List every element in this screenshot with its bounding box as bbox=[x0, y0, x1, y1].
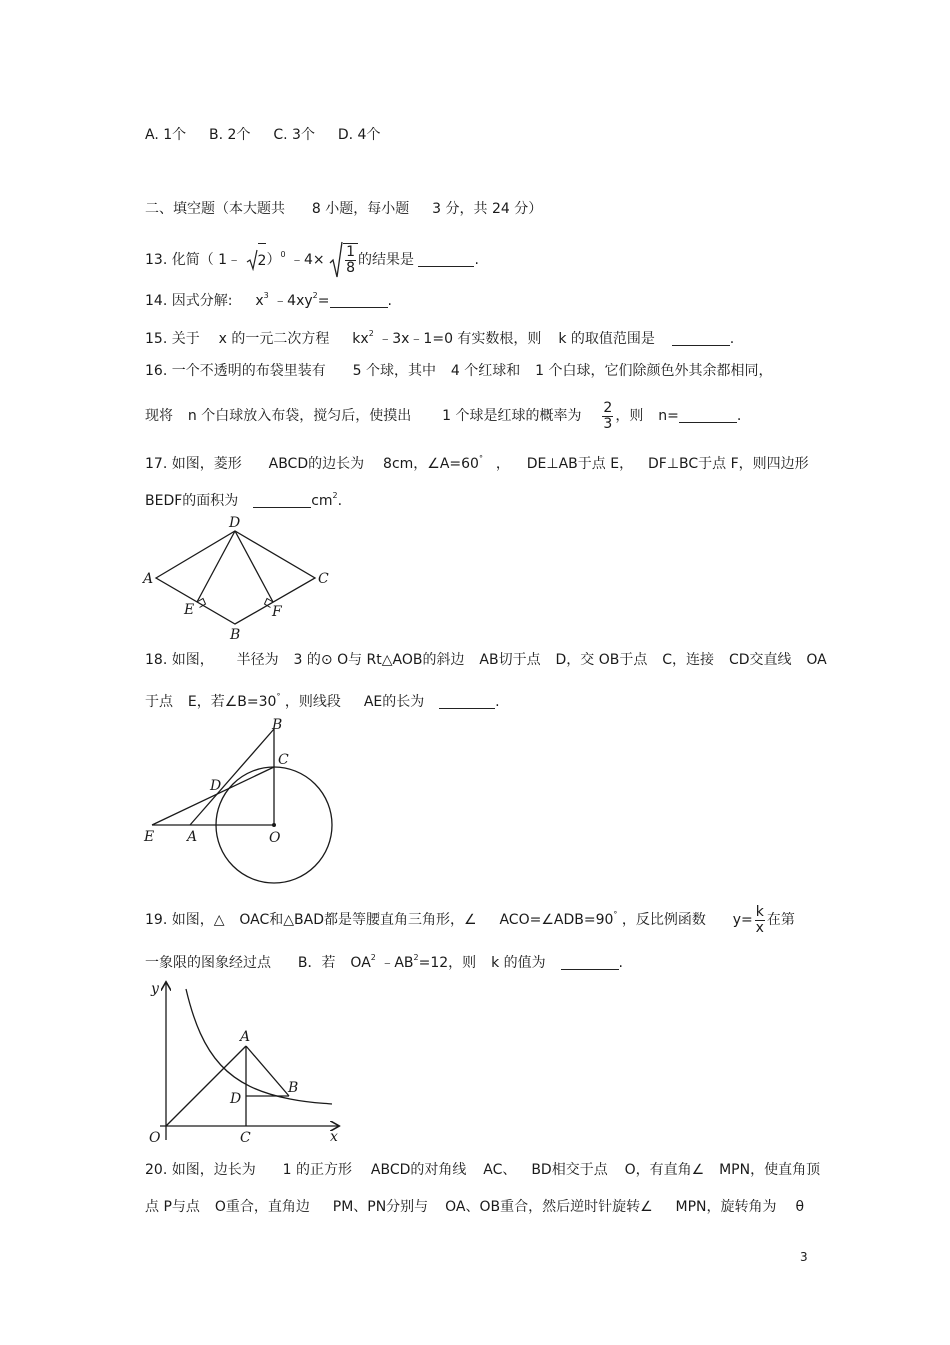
question-19-line1 bbox=[145, 898, 795, 937]
rhombus-figure bbox=[140, 512, 340, 642]
option-d: D. 4个 bbox=[337, 127, 381, 143]
label-b: B bbox=[288, 1080, 299, 1096]
question-20-line1 bbox=[145, 1160, 820, 1180]
question-18-line2 bbox=[145, 687, 500, 712]
segment-oa bbox=[166, 1046, 246, 1126]
center-point-o bbox=[272, 823, 276, 827]
q19-text: k 的值为 bbox=[491, 955, 546, 971]
heading-part: 二、填空题（本大题共 bbox=[145, 201, 285, 217]
q16-text: ，则 bbox=[615, 408, 644, 424]
label-a: A bbox=[143, 571, 154, 587]
q15-expr: kx bbox=[352, 331, 369, 347]
q13-text: 的结果是 bbox=[358, 252, 415, 268]
q20-text: MPN，旋转角为 bbox=[675, 1199, 777, 1215]
degree-sign: ° bbox=[276, 692, 281, 701]
q18-text: ，则线段 bbox=[284, 694, 341, 710]
question-19-line2 bbox=[145, 948, 623, 973]
q17-text: DF⊥BC于点 F，则四边形 bbox=[647, 456, 809, 472]
q19-text: B．若 bbox=[297, 955, 336, 971]
sqrt-fraction bbox=[329, 241, 358, 279]
q16-text: n= bbox=[658, 408, 679, 424]
option-c: C. 3个 bbox=[273, 127, 315, 143]
label-o: O bbox=[269, 830, 281, 846]
q18-text: AB切于点 bbox=[479, 652, 541, 668]
radical-sign-icon bbox=[329, 241, 343, 279]
label-c: C bbox=[318, 571, 329, 587]
q19-text: 一象限的图象经过点 bbox=[145, 955, 271, 971]
question-16-line2 bbox=[145, 398, 741, 434]
q16-text: 1 个白球，它们除颜色外其余都相同， bbox=[535, 363, 773, 379]
label-b: B bbox=[230, 627, 241, 642]
question-17-line1 bbox=[145, 449, 809, 474]
q18-text: OA bbox=[806, 652, 827, 668]
question-17-line2 bbox=[145, 486, 342, 511]
equals-sign: = bbox=[317, 293, 330, 309]
q19-text: 19. 如图，△ bbox=[145, 912, 225, 928]
q17-text: DE⊥AB于点 E， bbox=[526, 456, 634, 472]
q17-text: ， bbox=[495, 456, 510, 472]
q19-text: =12，则 bbox=[418, 955, 477, 971]
period: . bbox=[337, 493, 343, 509]
period: . bbox=[474, 252, 479, 268]
label-d: D bbox=[230, 1091, 242, 1107]
segment-ab bbox=[246, 1046, 289, 1096]
degree-sign: ° bbox=[613, 910, 618, 919]
q16-text: 5 个球，其中 bbox=[352, 363, 436, 379]
q20-text: MPN，使直角顶 bbox=[719, 1162, 821, 1178]
question-18-line1 bbox=[145, 650, 827, 670]
q19-expr: ﹣AB bbox=[380, 955, 414, 971]
denominator: 8 bbox=[346, 260, 356, 276]
q13-text: ﹣4× bbox=[290, 252, 325, 268]
fraction bbox=[602, 401, 613, 432]
q13-paren: ） bbox=[266, 252, 281, 268]
segment-ab bbox=[190, 729, 274, 825]
numerator: 1 bbox=[346, 244, 356, 260]
exponent: 2 bbox=[332, 491, 338, 500]
q18-text: CD交直线 bbox=[728, 652, 792, 668]
q20-text: 20. 如图，边长为 bbox=[145, 1162, 256, 1178]
label-a: A bbox=[187, 829, 198, 845]
numerator: 2 bbox=[603, 399, 613, 416]
answer-blank[interactable] bbox=[253, 493, 311, 508]
q20-text: 1 的正方形 bbox=[282, 1162, 352, 1178]
q18-text: 3 的⊙ O与 Rt△AOB的斜边 bbox=[293, 652, 465, 668]
q19-expr: OA bbox=[350, 955, 371, 971]
q17-text: 8cm，∠A=60 bbox=[383, 456, 479, 472]
period: . bbox=[495, 694, 500, 710]
question-20-line2 bbox=[145, 1197, 804, 1217]
q20-text: O，有直角∠ bbox=[624, 1162, 705, 1178]
label-o: O bbox=[149, 1130, 161, 1146]
q15-text: ﹣3x﹣1=0 有实数根，则 bbox=[378, 331, 542, 347]
q18-text: D，交 OB于点 bbox=[555, 652, 648, 668]
label-c: C bbox=[278, 752, 289, 768]
hyperbola-figure bbox=[140, 975, 350, 1150]
q18-text: 半径为 bbox=[236, 652, 279, 668]
heading-part: 3 分，共 24 分） bbox=[432, 201, 543, 217]
question-13 bbox=[145, 238, 479, 279]
q17-text: BEDF的面积为 bbox=[145, 493, 239, 509]
answer-blank[interactable] bbox=[439, 694, 495, 709]
answer-blank[interactable] bbox=[679, 408, 737, 423]
rhombus-outline bbox=[156, 531, 315, 624]
exponent: 2 bbox=[370, 953, 376, 962]
circle-tangent-figure bbox=[140, 712, 340, 887]
radical-sign-icon bbox=[246, 249, 258, 271]
q16-text: 4 个红球和 bbox=[450, 363, 521, 379]
q18-text: 于点 bbox=[145, 694, 173, 710]
q20-text: 点 P与点 bbox=[145, 1199, 200, 1215]
question-14 bbox=[145, 286, 392, 311]
label-y: y bbox=[151, 981, 159, 997]
fraction bbox=[755, 905, 765, 936]
q15-text: x 的一元二次方程 bbox=[218, 331, 330, 347]
q14-expr: ﹣4xy bbox=[273, 293, 313, 309]
label-b: B bbox=[272, 717, 283, 733]
label-e: E bbox=[184, 602, 195, 618]
label-f: F bbox=[272, 604, 282, 620]
q20-text: AC、 bbox=[483, 1162, 517, 1178]
answer-blank[interactable] bbox=[418, 252, 474, 267]
q17-text: 17. 如图，菱形 bbox=[145, 456, 242, 472]
q15-text: 15. 关于 bbox=[145, 331, 200, 347]
segment-ec bbox=[152, 767, 274, 825]
q18-text: AE的长为 bbox=[363, 694, 425, 710]
q12-options bbox=[145, 125, 380, 145]
page-number: 3 bbox=[800, 1250, 808, 1264]
period: . bbox=[387, 293, 392, 309]
label-x: x bbox=[330, 1129, 338, 1145]
period: . bbox=[729, 331, 735, 347]
label-d: D bbox=[229, 515, 241, 531]
label-a: A bbox=[240, 1029, 251, 1045]
exponent: 0 bbox=[280, 250, 286, 259]
q19-text: ACO=∠ADB=90 bbox=[499, 912, 614, 928]
q20-text: BD相交于点 bbox=[531, 1162, 608, 1178]
unit: cm bbox=[311, 493, 333, 509]
q16-text: n 个白球放入布袋，搅匀后，使摸出 bbox=[187, 408, 412, 424]
exponent: 2 bbox=[312, 291, 318, 300]
q18-text: E，若∠B=30 bbox=[187, 694, 277, 710]
label-e: E bbox=[144, 829, 155, 845]
q20-text: OA、OB重合，然后逆时针旋转∠ bbox=[445, 1199, 653, 1215]
option-b: B. 2个 bbox=[209, 127, 251, 143]
exponent: 3 bbox=[263, 291, 269, 300]
hyperbola-curve bbox=[186, 989, 332, 1104]
q19-text: ，反比例函数 bbox=[621, 912, 706, 928]
sqrt-radicand: 2 bbox=[258, 243, 267, 278]
question-15 bbox=[145, 324, 734, 349]
q19-text: OAC和△BAD都是等腰直角三角形，∠ bbox=[239, 912, 477, 928]
answer-blank[interactable] bbox=[330, 293, 388, 308]
question-16-line1 bbox=[145, 361, 773, 381]
sqrt-2 bbox=[246, 243, 267, 278]
period: . bbox=[618, 955, 623, 971]
q14-expr: x bbox=[255, 293, 264, 309]
denominator: 3 bbox=[603, 415, 613, 432]
q20-text: ABCD的对角线 bbox=[370, 1162, 467, 1178]
q13-text: 13. 化简（ 1﹣ bbox=[145, 252, 242, 268]
denominator: x bbox=[755, 919, 764, 936]
q18-text: 18. 如图， bbox=[145, 652, 214, 668]
period: . bbox=[736, 408, 742, 424]
heading-part: 8 小题，每小题 bbox=[311, 201, 410, 217]
exponent: 2 bbox=[368, 329, 374, 338]
q15-text: k 的取值范围是 bbox=[558, 331, 655, 347]
q16-text: 1 个球是红球的概率为 bbox=[442, 408, 582, 424]
q16-text: 现将 bbox=[145, 408, 173, 424]
option-a: A. 1个 bbox=[145, 127, 187, 143]
degree-sign: ° bbox=[478, 454, 483, 463]
q20-text: O重合，直角边 bbox=[214, 1199, 310, 1215]
label-c: C bbox=[240, 1130, 251, 1146]
numerator: k bbox=[755, 903, 764, 920]
section-heading bbox=[145, 199, 542, 219]
fraction bbox=[345, 245, 356, 276]
exponent: 2 bbox=[413, 953, 419, 962]
q14-text: 14. 因式分解: bbox=[145, 293, 233, 309]
q16-text: 16. 一个不透明的布袋里装有 bbox=[145, 363, 326, 379]
q19-expr: y= bbox=[732, 912, 753, 928]
q20-text: θ bbox=[795, 1199, 805, 1215]
label-d: D bbox=[210, 778, 222, 794]
q20-text: PM、PN分别与 bbox=[332, 1199, 429, 1215]
answer-blank[interactable] bbox=[561, 955, 619, 970]
q18-text: C，连接 bbox=[662, 652, 715, 668]
answer-blank[interactable] bbox=[672, 331, 730, 346]
q19-text: 在第 bbox=[766, 912, 795, 928]
q17-text: ABCD的边长为 bbox=[268, 456, 365, 472]
